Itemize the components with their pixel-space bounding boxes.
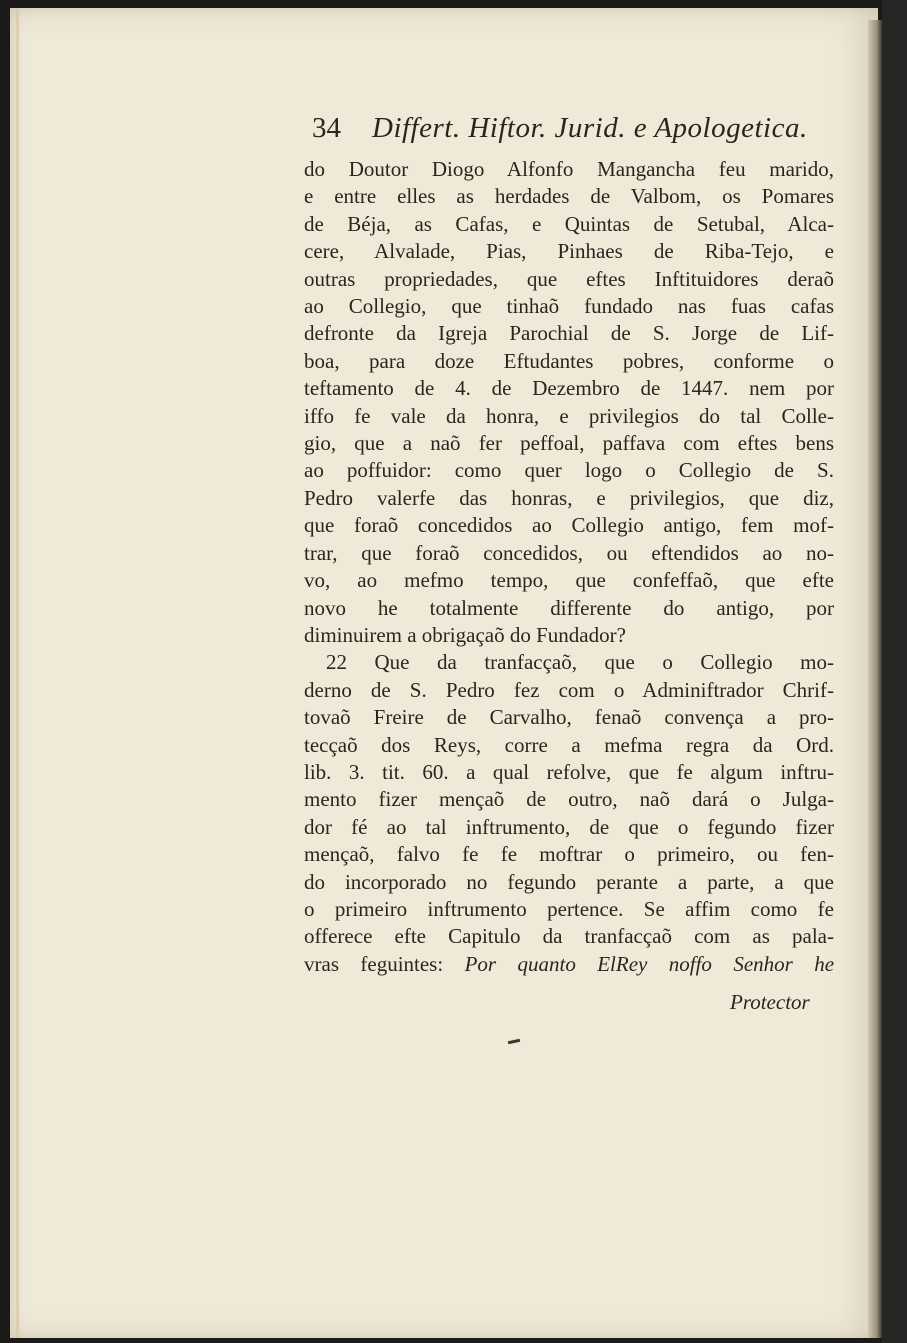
text-line: outras propriedades, que eftes Inftituidores deraõ <box>304 266 834 291</box>
text-line: derno de S. Pedro fez com o Adminiftrador Chrif- <box>304 677 834 702</box>
text-line: mençaõ, falvo fe fe moftrar o primeiro, ou fen- <box>304 842 834 867</box>
text-line: gio, que a naõ fer peffoal, paffava com eftes bens <box>304 431 834 456</box>
text-line-final <box>304 951 834 978</box>
text-line: ao Collegio, que tinhaõ fundado nas fuas cafas <box>304 294 834 319</box>
text-line: vo, ao mefmo tempo, que confeffaõ, que efte <box>304 568 834 593</box>
final-line-italic: Por quanto ElRey noffo Senhor he <box>464 951 835 976</box>
text-line: defronte da Igreja Parochial de S. Jorge de Lif- <box>304 321 834 346</box>
text-line: iffo fe vale da honra, e privilegios do tal Colle- <box>304 403 834 428</box>
text-line: ao poffuidor: como quer logo o Collegio de S. <box>304 458 834 483</box>
text-line: do Doutor Diogo Alfonfo Mangancha feu marido, <box>304 157 834 181</box>
page-number: 34 <box>312 112 341 144</box>
text-line: de Béja, as Cafas, e Quintas de Setubal, Alca- <box>304 211 834 236</box>
text-line: 22 Que da tranfacçaõ, que o Collegio mo- <box>326 650 834 675</box>
text-line: cere, Alvalade, Pias, Pinhaes de Riba-Tejo, e <box>304 239 834 264</box>
text-line: trar, que foraõ concedidos, ou eftendidos ao no- <box>304 540 834 565</box>
text-line: teftamento de 4. de Dezembro de 1447. nem por <box>304 376 834 401</box>
text-line: do incorporado no fegundo perante a parte, a que <box>304 869 834 894</box>
background-strip <box>882 0 907 1343</box>
text-line: boa, para doze Eftudantes pobres, conforme o <box>304 348 834 373</box>
text-line: novo he totalmente differente do antigo, por <box>304 595 834 620</box>
text-line: que foraõ concedidos ao Collegio antigo, fem mof- <box>304 513 834 538</box>
body-text <box>304 156 834 978</box>
text-line: tecçaõ dos Reys, corre a mefma regra da Ord. <box>304 732 834 757</box>
text-line: diminuirem a obrigaçaõ do Fundador? <box>304 622 626 647</box>
text-line: offerece efte Capitulo da tranfacçaõ com as pala- <box>304 924 834 949</box>
page-fore-edge <box>868 20 882 1338</box>
page-inner-edge <box>16 8 19 1338</box>
text-line: o primeiro inftrumento pertence. Se affim como fe <box>304 896 834 921</box>
running-title: Differt. Hiftor. Jurid. e Apologetica. <box>372 112 808 144</box>
text-line: dor fé ao tal inftrumento, de que o fegundo fizer <box>304 814 834 839</box>
text-line: tovaõ Freire de Carvalho, fenaõ convença a pro- <box>304 705 834 730</box>
text-line: Pedro valerfe das honras, e privilegios, que diz, <box>304 485 834 510</box>
text-line: lib. 3. tit. 60. a qual refolve, que fe algum inftru- <box>304 759 834 784</box>
text-line: e entre elles as herdades de Valbom, os Pomares <box>304 184 834 209</box>
final-line-plain: vras feguintes: <box>304 951 444 976</box>
catchword: Protector <box>730 990 810 1014</box>
text-line: mento fizer mençaõ de outro, naõ dará o Julga- <box>304 787 834 812</box>
running-header <box>312 112 832 152</box>
